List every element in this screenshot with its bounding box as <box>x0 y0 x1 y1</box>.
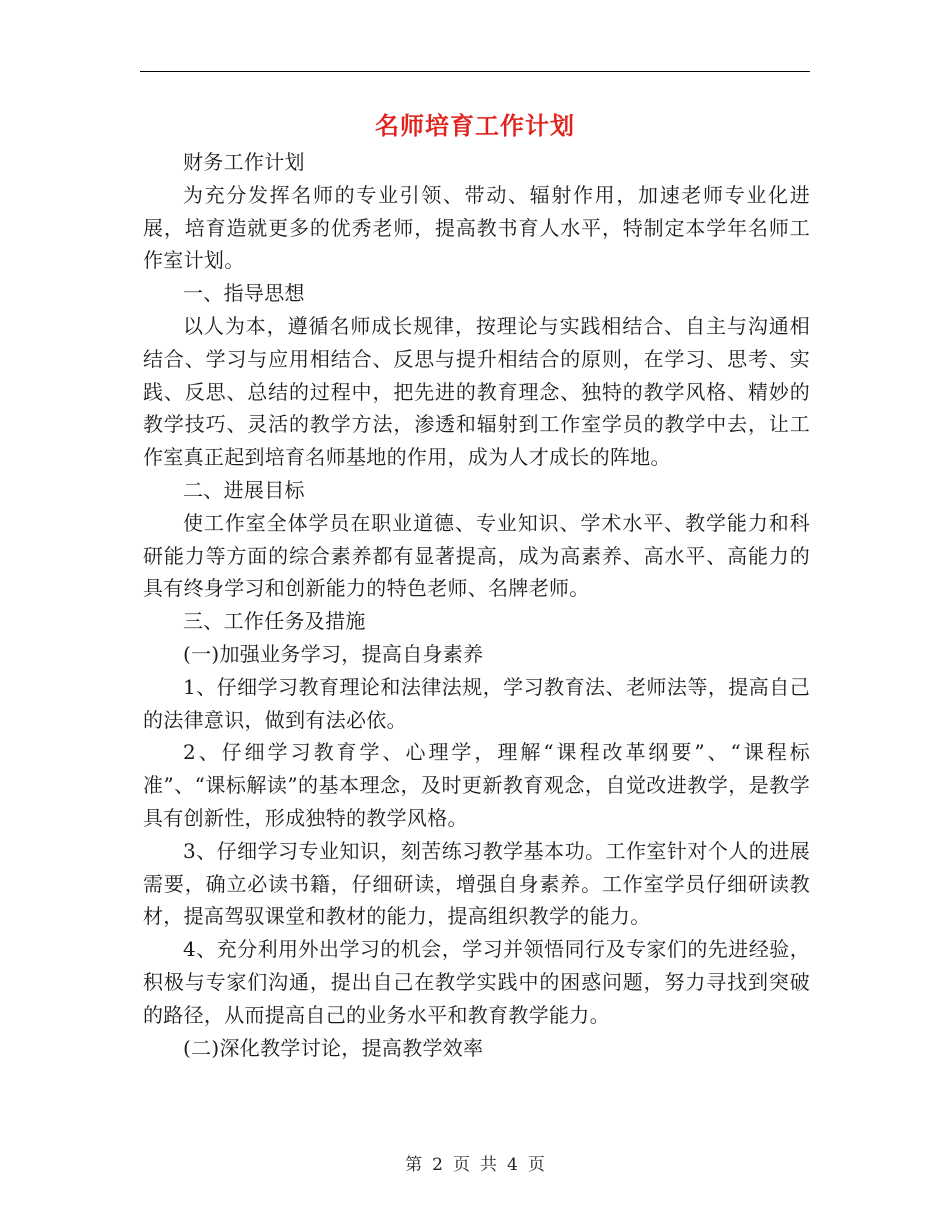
paragraph: 财务工作计划 <box>183 150 305 174</box>
current-page-number: 2 <box>432 1155 443 1175</box>
paragraph: 使工作室全体学员在职业道德、专业知识、学术水平、教学能力和科研能力等方面的综合素养都有显著提高，成为高素养、高水平、高能力的具有终身学习和创新能力的特色老师、名牌老师。 <box>143 510 810 601</box>
footer-label-total: 共 <box>480 1155 497 1175</box>
paragraph: 2、仔细学习教育学、心理学，理解“课程改革纲要”、“课程标准”、“课标解读”的基本理念，及时更新教育观念，自觉改进教学，是教学具有创新性，形成独特的教学风格。 <box>143 740 810 830</box>
footer-label-ye: 页 <box>453 1155 470 1175</box>
subsection-heading: (二)深化教学讨论，提高教学效率 <box>183 1035 484 1060</box>
paragraph: 以人为本，遵循名师成长规律，按理论与实践相结合、自主与沟通相结合、学习与应用相结合、反思与提升相结合的原则，在学习、思考、实践、反思、总结的过程中，把先进的教育理念、独特的教学风格、精妙的教学技巧、灵活的教学方法，渗透和辐射到工作室学员的教学中去，让工作室真正起到培育名师基地的作用，成为人才成长的阵地。 <box>143 313 810 470</box>
document-title: 名师培育工作计划 <box>375 111 575 140</box>
paragraph: 为充分发挥名师的专业引领、带动、辐射作用，加速老师专业化进展，培育造就更多的优秀老师，提高教书育人水平，特制定本学年名师工作室计划。 <box>143 182 810 273</box>
section-heading: 一、指导思想 <box>183 281 305 306</box>
footer-label-ye2: 页 <box>527 1155 545 1175</box>
footer-label-page: 第 <box>405 1155 423 1175</box>
section-heading: 三、工作任务及措施 <box>183 609 366 634</box>
section-heading: 二、进展目标 <box>183 477 305 502</box>
paragraph: 1、仔细学习教育理论和法律法规，学习教育法、老师法等，提高自己的法律意识，做到有法必依。 <box>143 674 810 732</box>
subsection-heading: (一)加强业务学习，提高自身素养 <box>183 641 484 666</box>
paragraph: 3、仔细学习专业知识，刻苦练习教学基本功。工作室针对个人的进展需要，确立必读书籍，仔细研读，增强自身素养。工作室学员仔细研读教材，提高驾驭课堂和教材的能力，提高组织教学的能力。 <box>143 838 810 929</box>
total-pages-number: 4 <box>507 1155 518 1175</box>
document-body <box>143 146 810 1064</box>
page-footer <box>0 1153 950 1177</box>
header-rule <box>140 71 810 72</box>
paragraph: 4、充分利用外出学习的机会，学习并领悟同行及专家们的先进经验，积极与专家们沟通，提出自己在教学实践中的困惑问题，努力寻找到突破的路径，从而提高自己的业务水平和教育教学能力。 <box>143 937 810 1027</box>
